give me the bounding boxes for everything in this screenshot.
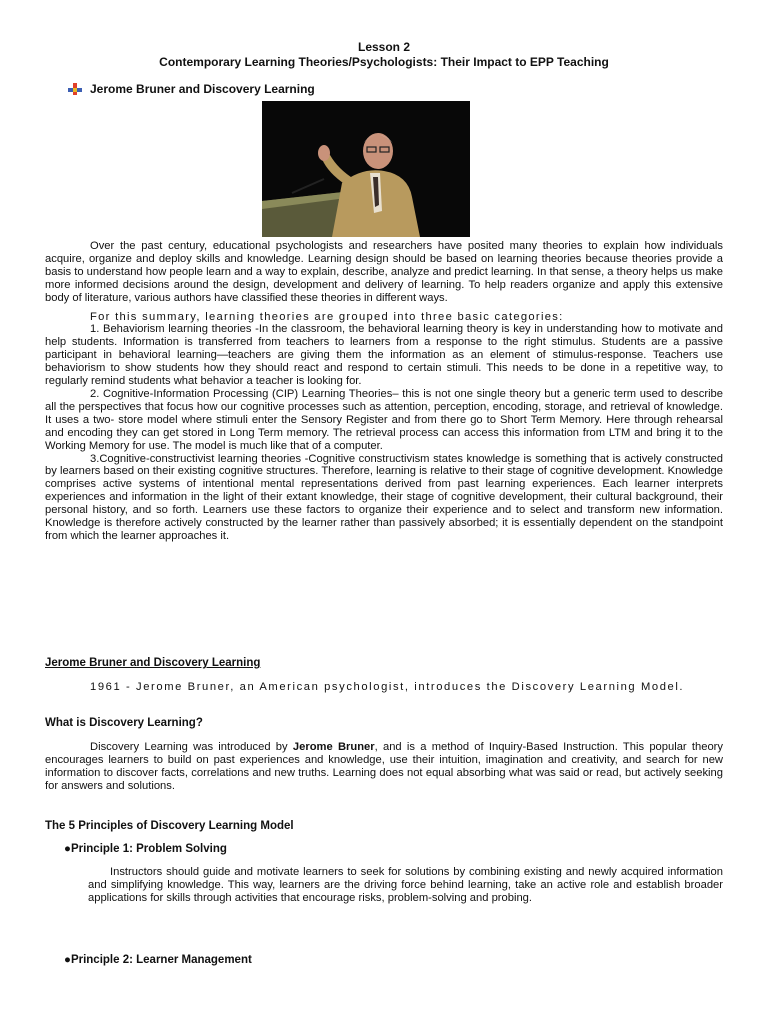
principle-1-title: ●Principle 1: Problem Solving <box>64 843 227 855</box>
summary-intro: For this summary, learning theories are grouped into three basic categories: <box>90 310 564 323</box>
bruner-photo <box>262 101 470 237</box>
what-is-text-end: , and is a method of Inquiry-Based Instruction. This popular theory encourages learners to build on past experiences and knowledge, use their intuition, imagination and creativity, and search for new information to discover facts, correlations and new truths. Learning does not equal absorbing what was said or read, but actively seeking for answers and solutions. <box>45 741 723 792</box>
colored-bullet-icon <box>68 83 82 95</box>
page-title: Contemporary Learning Theories/Psychologists: Their Impact to EPP Teaching <box>159 55 609 69</box>
intro-paragraph: Over the past century, educational psychologists and researchers have posited many theories to explain how individuals acquire, organize and deploy skills and knowledge. Learning design should be based on learning theories because theories provide a basis to understand how people learn and a way to explain, describe, analyze and predict learning. In that sense, a theory helps us make more informed decisions around the design, development and delivery of learning. To help readers organize and apply this extensive body of literature, various authors have classified these theories in different ways. <box>45 240 723 304</box>
what-is-section <box>45 741 723 793</box>
section-heading <box>68 82 315 96</box>
bruner-section <box>45 681 723 694</box>
bruner-heading: Jerome Bruner and Discovery Learning <box>45 657 261 669</box>
lecturer-illustration <box>262 101 470 237</box>
theory-item-cip: 2. Cognitive-Information Processing (CIP) Learning Theories– this is not one single theory but a generic term used to describe all the perspectives that focus how our cognitive processes such as attention, perception, encoding, storage, and retrieval of knowledge. It uses a two- store model where stimuli enter the Sensory Register and from there go to Short Term Memory. Here through rehearsal and encoding they can get stored in Long Term memory. The retrieval process can access this information from LTM and bring it to the Working Memory for use. The model is much like that of a computer. <box>45 387 723 452</box>
principle-1-text: Instructors should guide and motivate learners to seek for solutions by combining existing and newly acquired information and simplifying knowledge. This way, learners are the driving force behind learning, take an active role and establish broader applications for skills through activities that encourage risks, problem-solving and probing. <box>88 866 723 904</box>
bruner-text: 1961 - Jerome Bruner, an American psychologist, introduces the Discovery Learning Model. <box>90 681 685 693</box>
what-is-text <box>45 741 723 793</box>
section-heading-text: Jerome Bruner and Discovery Learning <box>90 82 315 96</box>
lesson-label: Lesson 2 <box>357 40 411 54</box>
what-is-text-start: Discovery Learning was introduced by <box>90 741 293 753</box>
principle-1-section <box>88 866 723 905</box>
theory-item-behaviorism: 1. Behaviorism learning theories -In the classroom, the behavioral learning theory is key in understanding how to motivate and help students. Information is transferred from teachers to learners from a response to the right stimulus. Students are a passive participant in behavioral learning—teachers are giving them the information as an element of stimulus-response. Teachers use behaviorism to show students how they should react and respond to certain stimuli. This needs to be done in a repetitive way, to regularly remind students what behavior a teacher is looking for. <box>45 323 723 388</box>
principle-2-title: ●Principle 2: Learner Management <box>64 954 252 966</box>
bruner-name: Jerome Bruner <box>292 741 375 753</box>
theory-item-constructivist: 3.Cognitive-constructivist learning theories -Cognitive constructivism states knowledge is something that is actively constructed by learners based on their existing cognitive structures. Therefore, learning is relative to their stage of cognitive development. Knowledge comprises active systems of intentional mental representations derived from past learning experiences. Each learner interprets experiences and information in the light of their extant knowledge, their stage of cognitive development, their cultural background, their personal history, and so forth. Learners use these factors to organize their experience and to select and transform new information. Knowledge is therefore actively constructed by the learner rather than passively absorbed; it is essentially dependent on the standpoint from which the learner approaches it. <box>45 452 723 542</box>
what-is-heading: What is Discovery Learning? <box>45 717 203 729</box>
principles-heading: The 5 Principles of Discovery Learning Model <box>45 820 294 832</box>
intro-section <box>45 240 723 543</box>
